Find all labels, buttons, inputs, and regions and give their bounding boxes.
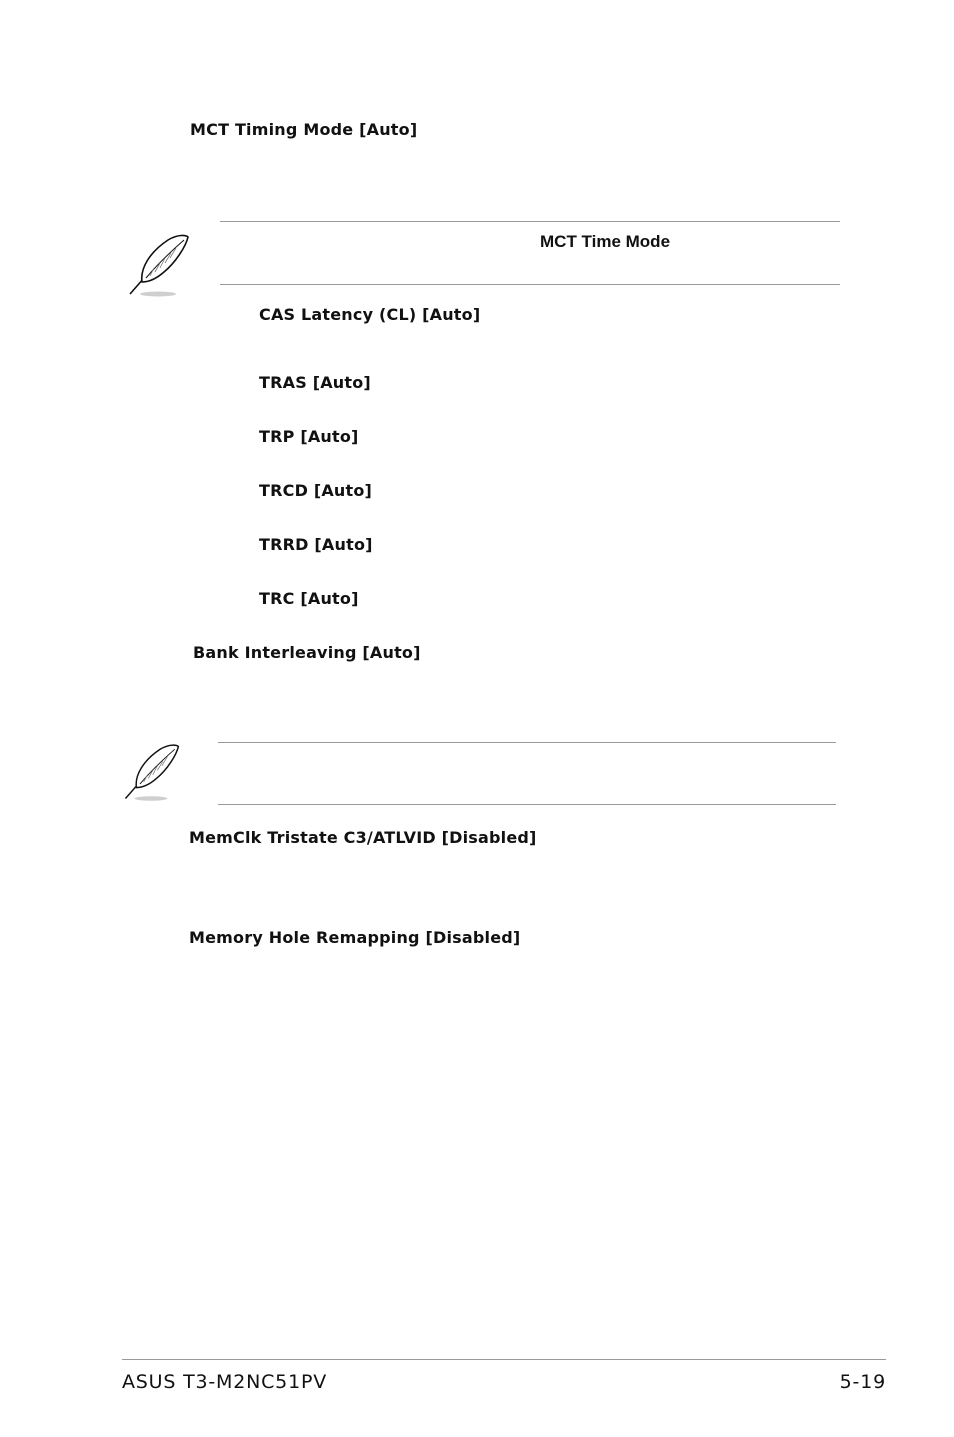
- note1-bottom-rule: [220, 284, 840, 285]
- note2-bottom-rule: [218, 804, 836, 805]
- bank-interleaving-heading: Bank Interleaving [Auto]: [193, 643, 421, 662]
- trrd-heading: TRRD [Auto]: [259, 535, 373, 554]
- mct-timing-mode-heading: MCT Timing Mode [Auto]: [190, 120, 418, 139]
- footer-rule: [122, 1359, 886, 1360]
- memclk-tristate-heading: MemClk Tristate C3/ATLVID [Disabled]: [189, 828, 537, 847]
- note1-text: MCT Time Mode: [540, 232, 671, 251]
- cas-latency-heading: CAS Latency (CL) [Auto]: [259, 305, 481, 324]
- tras-heading: TRAS [Auto]: [259, 373, 371, 392]
- footer-page-number: 5-19: [839, 1371, 886, 1393]
- note1-top-rule: [220, 221, 840, 222]
- note-feather-icon: [120, 742, 182, 804]
- memory-hole-remapping-heading: Memory Hole Remapping [Disabled]: [189, 928, 521, 947]
- note2-top-rule: [218, 742, 836, 743]
- trcd-heading: TRCD [Auto]: [259, 481, 373, 500]
- note-feather-icon: [124, 232, 192, 300]
- footer-model: ASUS T3-M2NC51PV: [122, 1371, 328, 1393]
- trp-heading: TRP [Auto]: [259, 427, 359, 446]
- trc-heading: TRC [Auto]: [259, 589, 359, 608]
